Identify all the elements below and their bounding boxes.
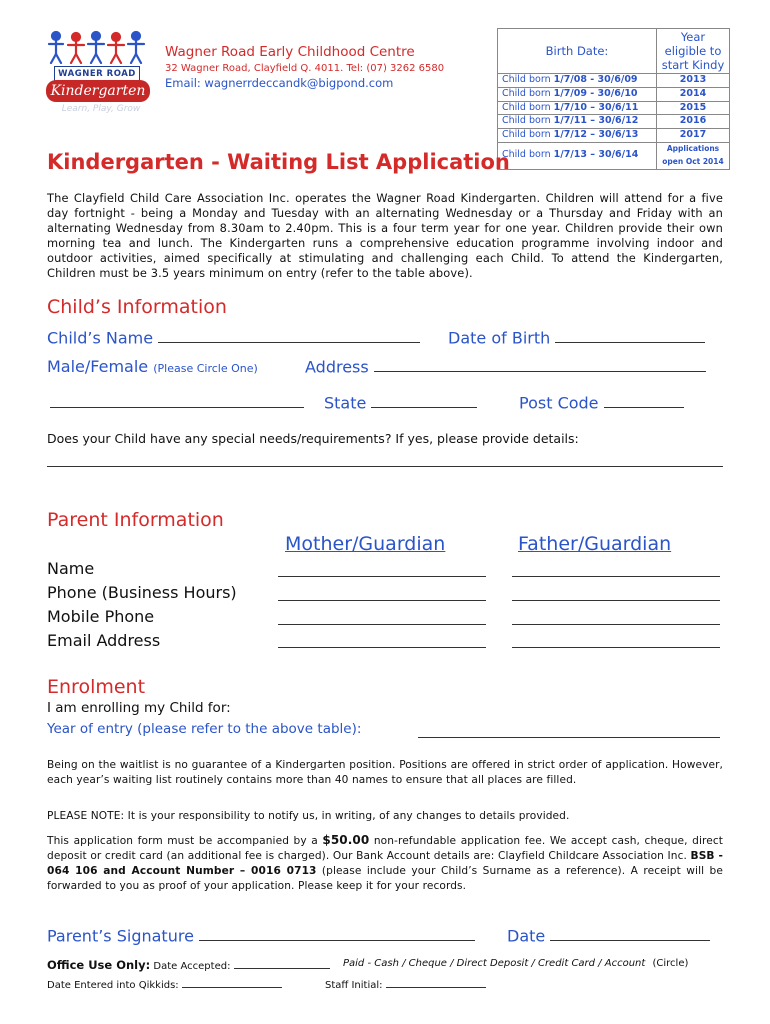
gender-label: Male/Female	[47, 357, 149, 376]
parent-mobile-label: Mobile Phone	[47, 607, 155, 626]
parent-email-label: Email Address	[47, 631, 161, 650]
parent-name-label: Name	[47, 559, 95, 578]
table-row: Child born 1/7/10 – 30/6/11 2015	[498, 101, 730, 115]
table-row: Child born 1/7/12 – 30/6/13 2017	[498, 129, 730, 143]
signature-field[interactable]	[47, 926, 475, 945]
mother-phone-line[interactable]	[278, 600, 486, 601]
logo-sign: WAGNER ROAD	[54, 66, 140, 82]
dob-field[interactable]	[448, 328, 705, 347]
parent-info-heading: Parent Information	[47, 509, 224, 531]
parent-phone-label: Phone (Business Hours)	[47, 583, 237, 602]
year-eligible-header: Year eligible to start Kindy	[657, 29, 730, 74]
waitlist-paragraph: Being on the waitlist is no guarantee of a Kindergarten position. Positions are offered in strict order of application. However, each year’s waiting list routinely contains more than 40 names to ensure that all places are filled.	[47, 759, 723, 786]
intro-paragraph: The Clayfield Child Care Association Inc. operates the Wagner Road Kindergarten. Children will attend for a five day fortnight - being a Monday and Tuesday with an alternating Wednesday or a Thursday and Friday with an alternating Wednesday from 8.30am to 2.40pm. This is a four term year for one year. Children provide their own morning tea and lunch. The Kindergarten runs a comprehensive education programme involving indoor and outdoor activities, aimed specifically at stimulating and challenging each Child. To attend the Kindergarten, Children must be 3.5 years minimum on entry (refer to the table above).	[47, 191, 723, 280]
special-needs-question: Does your Child have any special needs/requirements? If yes, please provide details:	[47, 431, 579, 446]
staff-initial-label: Staff Initial:	[325, 980, 383, 991]
signature-label: Parent’s Signature	[47, 926, 194, 946]
table-row: Child born 1/7/08 - 30/6/09 2013	[498, 74, 730, 88]
centre-name: Wagner Road Early Childhood Centre	[165, 44, 415, 60]
father-phone-line[interactable]	[512, 600, 720, 601]
fee-amount: $50.00	[322, 833, 370, 847]
birth-date-table	[497, 28, 730, 170]
address-line-2[interactable]	[50, 393, 304, 412]
child-name-label: Child’s Name	[47, 328, 154, 348]
father-email-line[interactable]	[512, 647, 720, 648]
logo-motto: Learn, Play, Grow	[61, 104, 141, 114]
postcode-label: Post Code	[519, 393, 599, 413]
address-line[interactable]	[374, 357, 706, 372]
year-of-entry-line[interactable]	[418, 737, 720, 738]
date-accepted-label: Date Accepted:	[153, 961, 231, 972]
date-entered-label: Date Entered into Qikkids:	[47, 980, 179, 991]
notify-note: PLEASE NOTE: It is your responsibility to notify us, in writing, of any changes to details provided.	[47, 810, 570, 822]
gender-hint: (Please Circle One)	[153, 362, 258, 375]
enrolment-heading: Enrolment	[47, 676, 146, 698]
signature-date-field[interactable]	[507, 926, 710, 945]
office-use-heading: Office Use Only:	[47, 958, 151, 972]
state-field[interactable]	[324, 393, 477, 412]
enrolment-intro: I am enrolling my Child for:	[47, 700, 231, 716]
page-title: Kindergarten - Waiting List Application	[47, 150, 510, 174]
table-row: Child born 1/7/11 – 30/6/12 2016	[498, 115, 730, 129]
address-label: Address	[305, 357, 369, 377]
logo-kindergarten-banner: Kindergarten	[46, 80, 150, 102]
gender-field[interactable]	[47, 357, 258, 376]
table-header-row	[498, 29, 730, 74]
father-name-line[interactable]	[512, 576, 720, 577]
staff-initial-line[interactable]	[386, 978, 486, 988]
year-of-entry-label: Year of entry (please refer to the above table):	[47, 721, 362, 737]
mother-name-line[interactable]	[278, 576, 486, 577]
child-name-field[interactable]	[47, 328, 420, 347]
birth-date-header: Birth Date:	[498, 29, 657, 74]
centre-address: 32 Wagner Road, Clayfield Q. 4011. Tel: (07) 3262 6580	[165, 63, 445, 74]
dob-label: Date of Birth	[448, 328, 551, 348]
dob-line[interactable]	[555, 328, 705, 343]
payment-options[interactable]: Paid - Cash / Cheque / Direct Deposit / Credit Card / Account	[343, 958, 646, 969]
signature-date-label: Date	[507, 926, 546, 946]
bank-details: BSB - 064 106 and Account Number – 0016 0713	[47, 850, 723, 877]
payment-method[interactable]	[343, 958, 688, 969]
kindergarten-logo	[42, 26, 152, 118]
signature-line[interactable]	[199, 926, 475, 941]
special-needs-line[interactable]	[47, 466, 723, 467]
date-entered-line[interactable]	[182, 978, 282, 988]
fee-paragraph: This application form must be accompanied by a $50.00 non-refundable application fee. We accept cash, cheque, direct deposit or credit card (an additional fee is charged). Our Bank Account details are: Clayfield Childcare Association Inc. BSB - 064 106 and Account Number – 0016 0713 (please include your Child’s Surname as a reference). A receipt will be forwarded to you as proof of your application. Please keep it for your records.	[47, 833, 724, 892]
state-label: State	[324, 393, 367, 413]
mother-mobile-line[interactable]	[278, 624, 486, 625]
date-accepted-line[interactable]	[234, 959, 330, 969]
child-info-heading: Child’s Information	[47, 296, 227, 318]
centre-email[interactable]: Email: wagnerrdeccandk@bigpond.com	[165, 76, 394, 90]
father-mobile-line[interactable]	[512, 624, 720, 625]
circle-hint: (Circle)	[652, 958, 689, 969]
table-row: Child born 1/7/13 – 30/6/14 Applications open Oct 2014	[498, 142, 730, 169]
table-row: Child born 1/7/09 - 30/6/10 2014	[498, 87, 730, 101]
father-guardian-heading: Father/Guardian	[518, 533, 672, 555]
postcode-field[interactable]	[519, 393, 684, 412]
office-use-row-2	[47, 978, 282, 991]
children-illustration-icon	[46, 30, 146, 64]
mother-guardian-heading: Mother/Guardian	[285, 533, 446, 555]
signature-date-line[interactable]	[550, 926, 710, 941]
office-use-row-1	[47, 958, 330, 972]
state-line[interactable]	[371, 393, 477, 408]
postcode-line[interactable]	[604, 393, 684, 408]
staff-initial-field	[325, 978, 486, 991]
address-field[interactable]	[305, 357, 706, 376]
child-name-line[interactable]	[158, 328, 420, 343]
mother-email-line[interactable]	[278, 647, 486, 648]
